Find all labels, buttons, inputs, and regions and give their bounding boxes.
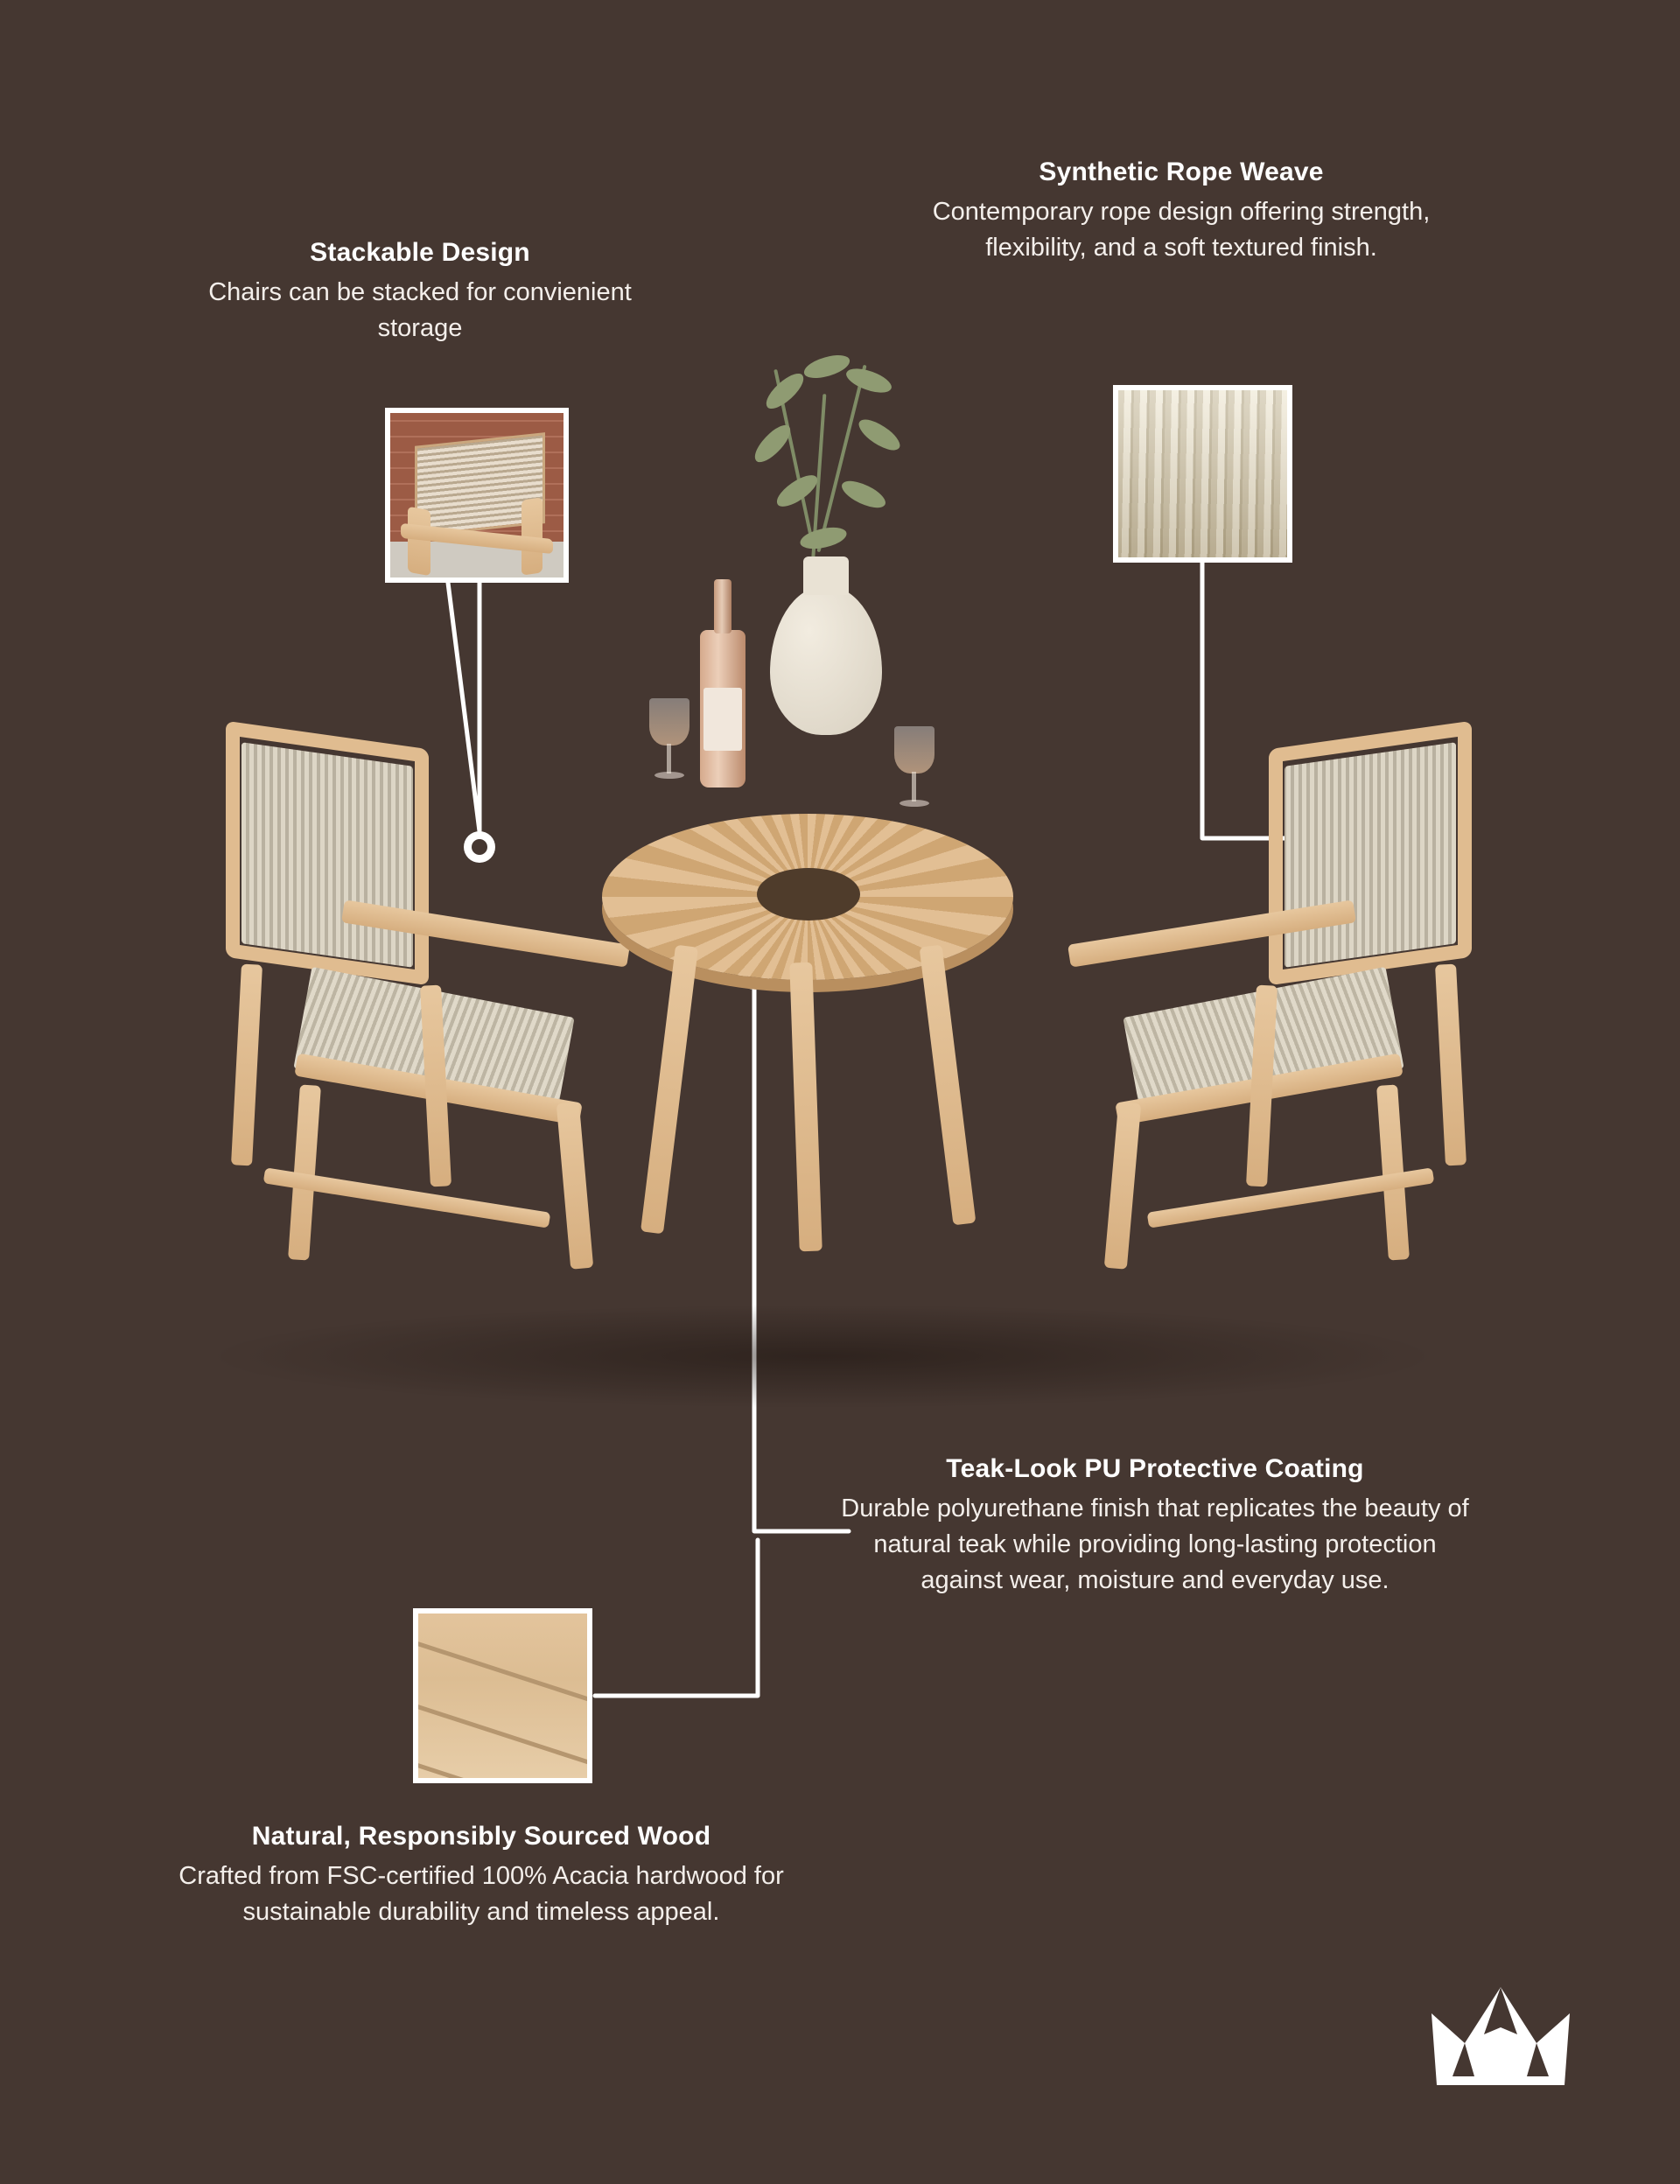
vase-neck bbox=[803, 556, 849, 595]
chair-back-rope-weave bbox=[242, 742, 413, 968]
wood-slats-photo bbox=[413, 1608, 592, 1783]
wine-glass-left bbox=[649, 698, 690, 746]
glass-stem bbox=[912, 772, 916, 802]
plant-leaf bbox=[844, 362, 894, 399]
right-armchair bbox=[1032, 735, 1488, 1295]
rope-weave-photo bbox=[1113, 385, 1292, 563]
chair-leg bbox=[1435, 964, 1466, 1166]
table-leg bbox=[640, 945, 698, 1235]
callout-wood bbox=[122, 1820, 840, 1930]
plant-stem bbox=[816, 365, 866, 552]
callout-stackable-body: Chairs can be stacked for convienient storage bbox=[208, 277, 632, 342]
stacked-chairs-photo bbox=[385, 408, 569, 583]
plant-leaf bbox=[799, 525, 849, 550]
callout-wood-title: Natural, Responsibly Sourced Wood bbox=[251, 1822, 711, 1851]
slat-groove bbox=[413, 1699, 592, 1771]
callout-stackable-title: Stackable Design bbox=[310, 238, 530, 267]
callout-coating-body: Durable polyurethane finish that replicates the beauty of natural teak while providing long-lasting protection against wear, moisture and everyday use. bbox=[841, 1494, 1469, 1594]
product-scene bbox=[0, 612, 1680, 1488]
callout-rope bbox=[928, 156, 1435, 266]
plant-leaf bbox=[802, 353, 851, 382]
wine-bottle bbox=[700, 630, 746, 788]
glass-foot bbox=[654, 772, 684, 779]
plant-leaf bbox=[855, 413, 904, 458]
callout-rope-title: Synthetic Rope Weave bbox=[1039, 158, 1324, 186]
plant-leaf bbox=[838, 474, 889, 514]
round-table bbox=[578, 814, 1041, 1304]
table-leg bbox=[789, 962, 822, 1252]
connector-wood bbox=[595, 1540, 758, 1696]
chair-back-rope-weave bbox=[1284, 742, 1456, 968]
callout-coating-title: Teak-Look PU Protective Coating bbox=[946, 1454, 1364, 1483]
scene-shadow bbox=[201, 1304, 1444, 1409]
slat-groove bbox=[413, 1758, 592, 1783]
table-center-hub bbox=[757, 868, 860, 920]
wood-slat-texture bbox=[418, 1614, 587, 1778]
glass-stem bbox=[667, 744, 671, 774]
table-leg bbox=[920, 945, 976, 1226]
wine-glass-right bbox=[894, 726, 934, 774]
callout-rope-body: Contemporary rope design offering strength, flexibility, and a soft textured finish. bbox=[932, 197, 1431, 262]
callout-wood-body: Crafted from FSC-certified 100% Acacia hardwood for sustainable durability and timeless appeal. bbox=[178, 1861, 784, 1926]
rope-weave-texture bbox=[1118, 390, 1287, 557]
crown-logo bbox=[1426, 1978, 1575, 2088]
bottle-neck bbox=[714, 579, 732, 634]
chair-leg bbox=[1104, 1102, 1141, 1270]
slat-groove bbox=[413, 1636, 592, 1708]
callout-stackable bbox=[175, 236, 665, 346]
chair-leg-shape bbox=[408, 507, 430, 577]
bottle-label bbox=[704, 688, 742, 751]
chair-leg bbox=[231, 964, 262, 1166]
glass-foot bbox=[900, 800, 929, 807]
